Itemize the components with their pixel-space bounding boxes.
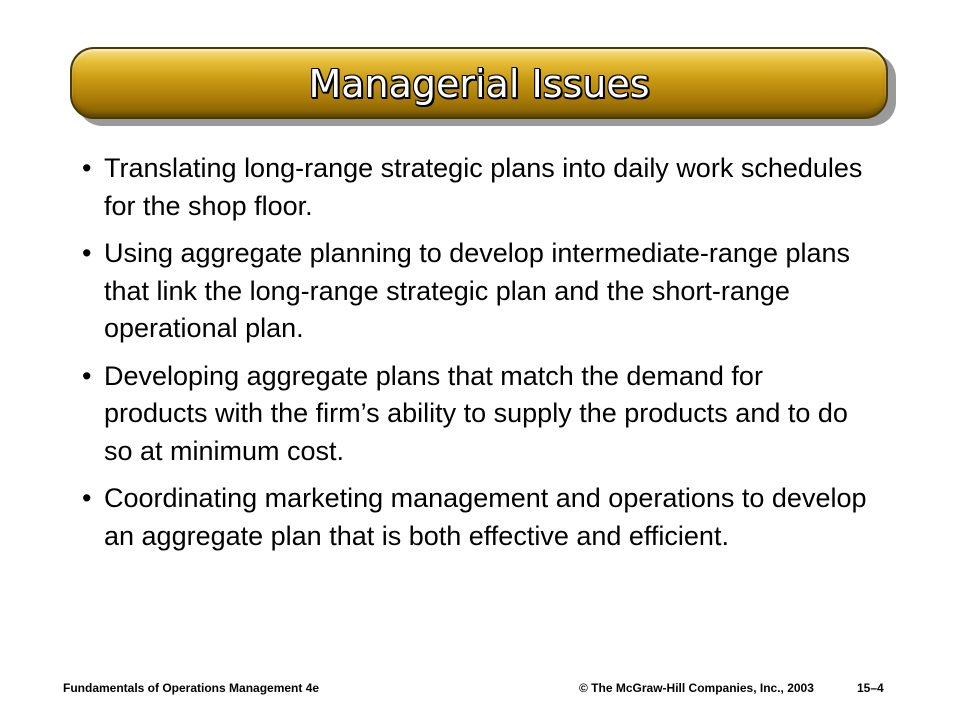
footer-book-title: Fundamentals of Operations Management 4e: [63, 681, 320, 695]
title-banner: [70, 47, 888, 119]
bullet-dot-icon: •: [82, 360, 92, 391]
bullet-item: [82, 480, 872, 555]
bullet-item: [82, 150, 872, 225]
bullet-item: [82, 235, 872, 348]
slide-title: Managerial Issues: [308, 62, 650, 106]
bullet-text: Translating long-range strategic plans into daily work schedules for the shop floor.: [104, 153, 863, 221]
bullet-list: [82, 150, 872, 565]
bullet-dot-icon: •: [82, 238, 92, 268]
bullet-text: Developing aggregate plans that match the demand for products with the firm’s ability to supply the products and to do so at minimum cost.: [104, 360, 848, 466]
footer-page-number: 15–4: [857, 681, 884, 695]
bullet-item: [82, 358, 872, 471]
bullet-dot-icon: •: [82, 153, 92, 183]
bullet-text: Coordinating marketing management and operations to develop an aggregate plan that is both effective and efficient.: [104, 483, 867, 551]
bullet-text: Using aggregate planning to develop intermediate-range plans that link the long-range strategic plan and the short-range operational plan.: [104, 238, 851, 343]
footer-copyright: © The McGraw-Hill Companies, Inc., 2003: [579, 681, 814, 695]
bullet-dot-icon: •: [82, 483, 92, 513]
